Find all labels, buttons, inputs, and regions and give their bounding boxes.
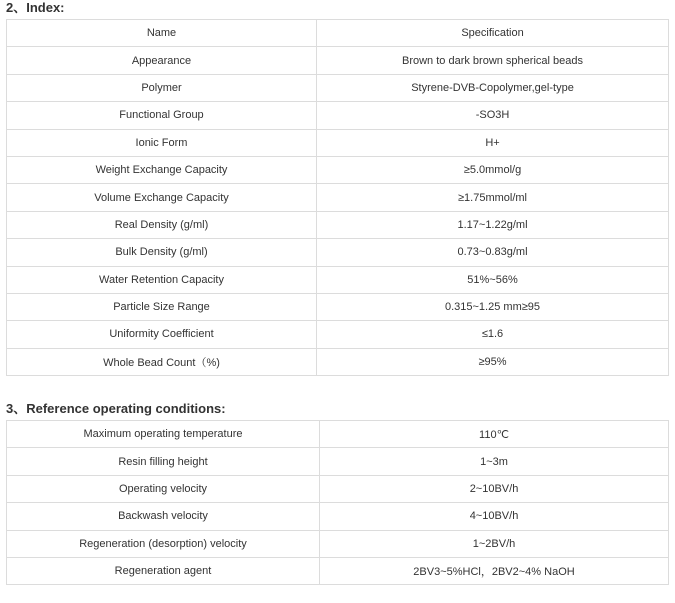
table-row	[7, 211, 669, 238]
table-row	[7, 421, 669, 448]
condition-name: Maximum operating temperature	[7, 421, 320, 448]
property-name: Appearance	[7, 47, 317, 74]
table-row	[7, 530, 669, 557]
property-name: Functional Group	[7, 102, 317, 129]
conditions-heading: 3、Reference operating conditions:	[6, 401, 226, 416]
table-row	[7, 448, 669, 475]
specification-column-header: Specification	[317, 20, 669, 47]
table-row	[7, 47, 669, 74]
table-row	[7, 348, 669, 375]
table-row	[7, 266, 669, 293]
condition-value: 110℃	[320, 421, 669, 448]
condition-value: 1~3m	[320, 448, 669, 475]
condition-name: Resin filling height	[7, 448, 320, 475]
condition-value: 2~10BV/h	[320, 475, 669, 502]
property-value: Brown to dark brown spherical beads	[317, 47, 669, 74]
table-row	[7, 293, 669, 320]
property-value: ≥95%	[317, 348, 669, 375]
table-row	[7, 102, 669, 129]
property-name: Bulk Density (g/ml)	[7, 239, 317, 266]
property-name: Uniformity Coefficient	[7, 321, 317, 348]
property-value: ≥5.0mmol/g	[317, 156, 669, 183]
table-row	[7, 475, 669, 502]
property-value: 0.315~1.25 mm≥95	[317, 293, 669, 320]
table-row	[7, 129, 669, 156]
property-value: H+	[317, 129, 669, 156]
table-row	[7, 156, 669, 183]
condition-value: 1~2BV/h	[320, 530, 669, 557]
table-row	[7, 321, 669, 348]
name-column-header: Name	[7, 20, 317, 47]
property-value: ≤1.6	[317, 321, 669, 348]
table-row	[7, 557, 669, 584]
index-table	[6, 19, 669, 376]
table-header-row	[7, 20, 669, 47]
condition-name: Regeneration (desorption) velocity	[7, 530, 320, 557]
property-name: Water Retention Capacity	[7, 266, 317, 293]
property-value: ≥1.75mmol/ml	[317, 184, 669, 211]
property-name: Polymer	[7, 74, 317, 101]
property-name: Whole Bead Count（%)	[7, 348, 317, 375]
index-heading: 2、Index:	[6, 0, 65, 15]
table-row	[7, 184, 669, 211]
property-value: 1.17~1.22g/ml	[317, 211, 669, 238]
property-name: Ionic Form	[7, 129, 317, 156]
condition-name: Operating velocity	[7, 475, 320, 502]
condition-name: Backwash velocity	[7, 503, 320, 530]
table-row	[7, 503, 669, 530]
property-name: Volume Exchange Capacity	[7, 184, 317, 211]
property-value: 51%~56%	[317, 266, 669, 293]
condition-value: 4~10BV/h	[320, 503, 669, 530]
property-value: 0.73~0.83g/ml	[317, 239, 669, 266]
condition-value: 2BV3~5%HCl，2BV2~4% NaOH	[320, 557, 669, 584]
property-name: Real Density (g/ml)	[7, 211, 317, 238]
property-value: -SO3H	[317, 102, 669, 129]
condition-name: Regeneration agent	[7, 557, 320, 584]
property-name: Weight Exchange Capacity	[7, 156, 317, 183]
property-value: Styrene-DVB-Copolymer,gel-type	[317, 74, 669, 101]
table-row	[7, 239, 669, 266]
table-row	[7, 74, 669, 101]
conditions-table	[6, 420, 669, 585]
property-name: Particle Size Range	[7, 293, 317, 320]
